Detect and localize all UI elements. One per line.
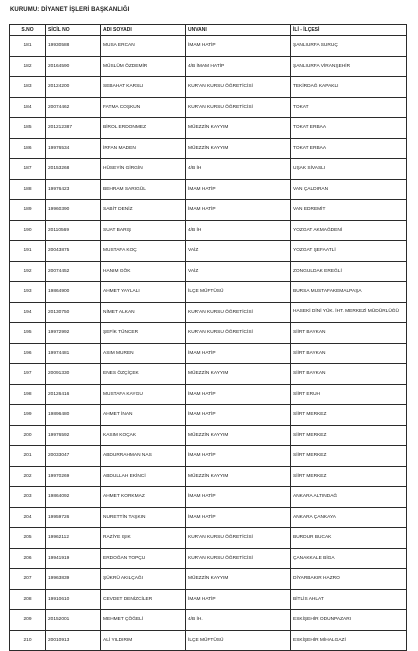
row-title: 4/B İMAM HATİP: [186, 56, 291, 77]
row-location: ANKARA ÇANKAYA: [291, 507, 407, 528]
row-location: TOKAT ERBAA: [291, 138, 407, 159]
table-row: [10, 179, 407, 200]
row-sicil-no: 19930588: [46, 36, 101, 57]
row-name: CEVDET DENİZCİLER: [101, 589, 186, 610]
row-location: TOKAT: [291, 97, 407, 118]
row-sicil-no: 19976534: [46, 138, 101, 159]
row-sicil-no: 19910610: [46, 589, 101, 610]
row-name: ŞEFİK TÜNCER: [101, 323, 186, 344]
row-location: TEKİRDAĞ KAPAKLI: [291, 77, 407, 98]
row-sno: 210: [10, 630, 46, 651]
row-location: VAN EDREMİT: [291, 200, 407, 221]
row-sno: 193: [10, 282, 46, 303]
row-name: BEHRAM SARIGÜL: [101, 179, 186, 200]
row-sno: 185: [10, 118, 46, 139]
row-title: İLÇE MÜFTÜSÜ: [186, 630, 291, 651]
row-location: ŞANLIURFA VİRANŞEHİR: [291, 56, 407, 77]
row-location: UŞAK SİVASLI: [291, 159, 407, 180]
row-sicil-no: 20110569: [46, 220, 101, 241]
row-sno: 192: [10, 261, 46, 282]
row-name: AHMET KORKMAZ: [101, 487, 186, 508]
row-sicil-no: 20033047: [46, 446, 101, 467]
row-sno: 194: [10, 302, 46, 323]
row-sno: 206: [10, 548, 46, 569]
row-name: KASIM KOÇAK: [101, 425, 186, 446]
row-sicil-no: 19864092: [46, 487, 101, 508]
row-name: AHMET YAYLALI: [101, 282, 186, 303]
row-title: MÜEZZİN KAYYIM: [186, 466, 291, 487]
row-sicil-no: 19976592: [46, 425, 101, 446]
table-row: [10, 159, 407, 180]
row-title: KUR'AN KURSU ÖĞRETİCİSİ: [186, 548, 291, 569]
row-sicil-no: 19960390: [46, 200, 101, 221]
row-name: ALİ YILDIRIM: [101, 630, 186, 651]
row-name: RAZİYE IŞIK: [101, 528, 186, 549]
row-name: SUAT BARIŞ: [101, 220, 186, 241]
row-sno: 190: [10, 220, 46, 241]
row-sicil-no: 20152001: [46, 610, 101, 631]
row-sno: 189: [10, 200, 46, 221]
row-sno: 191: [10, 241, 46, 262]
row-title: İMAM HATİP: [186, 36, 291, 57]
row-sicil-no: 20130750: [46, 302, 101, 323]
row-sicil-no: 201212387: [46, 118, 101, 139]
table-row: [10, 589, 407, 610]
row-title: İMAM HATİP: [186, 589, 291, 610]
row-name: MEHMET ÇÖĞELİ: [101, 610, 186, 631]
row-title: MÜEZZİN KAYYIM: [186, 118, 291, 139]
row-title: İMAM HATİP: [186, 384, 291, 405]
row-title: VAİZ: [186, 261, 291, 282]
table-row: [10, 569, 407, 590]
row-location: ŞANLIURFA SURUÇ: [291, 36, 407, 57]
table-row: [10, 466, 407, 487]
row-sno: 183: [10, 77, 46, 98]
row-sno: 186: [10, 138, 46, 159]
row-sno: 196: [10, 343, 46, 364]
row-title: KUR'AN KURSU ÖĞRETİCİSİ: [186, 97, 291, 118]
row-sno: 197: [10, 364, 46, 385]
table-row: [10, 487, 407, 508]
row-title: MÜEZZİN KAYYIM: [186, 138, 291, 159]
row-name: ABDURRAHMAN NAS: [101, 446, 186, 467]
row-sno: 205: [10, 528, 46, 549]
row-location: SİİRT BAYKAN: [291, 323, 407, 344]
row-sno: 202: [10, 466, 46, 487]
row-sno: 201: [10, 446, 46, 467]
row-name: MUSA ERCAN: [101, 36, 186, 57]
row-sno: 204: [10, 507, 46, 528]
row-title: MÜEZZİN KAYYIM: [186, 425, 291, 446]
table-row: [10, 446, 407, 467]
row-sicil-no: 19941919: [46, 548, 101, 569]
table-row: [10, 630, 407, 651]
row-title: MÜEZZİN KAYYIM: [186, 569, 291, 590]
row-location: SİİRT BAYKAN: [291, 364, 407, 385]
row-title: İMAM HATİP: [186, 507, 291, 528]
header-title: UNVANI: [186, 25, 291, 36]
row-title: İMAM HATİP: [186, 200, 291, 221]
table-row: [10, 507, 407, 528]
row-location: ESKİŞEHİR ODUNPAZARI: [291, 610, 407, 631]
row-title: KUR'AN KURSU ÖĞRETİCİSİ: [186, 323, 291, 344]
row-location: ZONGULDAK EREĞLİ: [291, 261, 407, 282]
row-sicil-no: 19963839: [46, 569, 101, 590]
row-name: SEBAHAT KARSLI: [101, 77, 186, 98]
row-name: MÜSLÜM ÖZDEMİR: [101, 56, 186, 77]
row-location: TOKAT ERBAA: [291, 118, 407, 139]
row-sicil-no: 19962112: [46, 528, 101, 549]
row-name: İRFAN MADEN: [101, 138, 186, 159]
row-title: MÜEZZİN KAYYIM: [186, 364, 291, 385]
row-sno: 209: [10, 610, 46, 631]
row-name: ENES ÖZÇİÇEK: [101, 364, 186, 385]
row-sno: 182: [10, 56, 46, 77]
row-sicil-no: 19959726: [46, 507, 101, 528]
table-row: [10, 610, 407, 631]
table-row: [10, 77, 407, 98]
header-name: ADI SOYADI: [101, 25, 186, 36]
table-row: [10, 364, 407, 385]
row-location: VAN ÇALDIRAN: [291, 179, 407, 200]
row-location: DİYARBAKIR HAZRO: [291, 569, 407, 590]
row-title: KUR'AN KURSU ÖĞRETİCİSİ: [186, 302, 291, 323]
table-row: [10, 200, 407, 221]
row-sicil-no: 19976423: [46, 179, 101, 200]
row-location: ANKARA ALTINDAĞ: [291, 487, 407, 508]
row-sno: 184: [10, 97, 46, 118]
row-sno: 207: [10, 569, 46, 590]
row-name: BİROL ERDONMEZ: [101, 118, 186, 139]
row-sno: 188: [10, 179, 46, 200]
row-name: HÜSEYİN GİRGİN: [101, 159, 186, 180]
table-row: [10, 405, 407, 426]
row-location: BURDUR BUCAK: [291, 528, 407, 549]
row-location: BİTLİS AHLAT: [291, 589, 407, 610]
row-sno: 198: [10, 384, 46, 405]
row-location: SİİRT BAYKAN: [291, 343, 407, 364]
row-name: NİMET ALKAN: [101, 302, 186, 323]
row-title: VAİZ: [186, 241, 291, 262]
row-sno: 195: [10, 323, 46, 344]
table-row: [10, 548, 407, 569]
row-location: SİİRT MERKEZ: [291, 466, 407, 487]
row-title: KUR'AN KURSU ÖĞRETİCİSİ: [186, 528, 291, 549]
row-sicil-no: 20074462: [46, 97, 101, 118]
row-title: İMAM HATİP: [186, 487, 291, 508]
table-row: [10, 302, 407, 323]
row-location: SİİRT MERKEZ: [291, 405, 407, 426]
row-sicil-no: 20010913: [46, 630, 101, 651]
table-row: [10, 56, 407, 77]
row-name: SABİT DENİZ: [101, 200, 186, 221]
row-location: SİİRT ERUH: [291, 384, 407, 405]
table-row: [10, 425, 407, 446]
row-sicil-no: 19970269: [46, 466, 101, 487]
table-row: [10, 261, 407, 282]
table-row: [10, 97, 407, 118]
row-name: AHMET İNAN: [101, 405, 186, 426]
table-row: [10, 282, 407, 303]
row-sicil-no: 19896480: [46, 405, 101, 426]
row-name: ŞÜKRÜ AKILÇAĞI: [101, 569, 186, 590]
row-sicil-no: 19974481: [46, 343, 101, 364]
row-location: YOZGAT ŞEFAATLİ: [291, 241, 407, 262]
row-sicil-no: 20126416: [46, 384, 101, 405]
personnel-table: [9, 24, 407, 651]
row-sno: 203: [10, 487, 46, 508]
row-name: MUSTAFA KOÇ: [101, 241, 186, 262]
row-sno: 181: [10, 36, 46, 57]
row-title: İMAM HATİP: [186, 405, 291, 426]
row-sno: 199: [10, 405, 46, 426]
row-sicil-no: 20124200: [46, 77, 101, 98]
row-name: HANIM GÖK: [101, 261, 186, 282]
table-row: [10, 384, 407, 405]
row-title: İLÇE MÜFTÜSÜ: [186, 282, 291, 303]
header-sicil-no: SİCİL NO: [46, 25, 101, 36]
table-row: [10, 528, 407, 549]
row-location: ESKİŞEHİR MİHALGAZİ: [291, 630, 407, 651]
row-sicil-no: 19864900: [46, 282, 101, 303]
table-row: [10, 36, 407, 57]
row-location: BURSA MUSTAFAKEMALPAŞA: [291, 282, 407, 303]
row-name: ASIM MUREN: [101, 343, 186, 364]
row-sicil-no: 20043875: [46, 241, 101, 262]
row-sno: 187: [10, 159, 46, 180]
row-name: FATMA COŞKUN: [101, 97, 186, 118]
row-sicil-no: 20074452: [46, 261, 101, 282]
row-location: HASEKİ DİNİ YÜK. İHT. MERKEZİ MÜDÜRLÜĞÜ: [291, 302, 407, 323]
table-row: [10, 323, 407, 344]
page-title: KURUMU: DİYANET İŞLERİ BAŞKANLIĞI: [10, 7, 130, 13]
row-name: ERDOĞAN TOPÇU: [101, 548, 186, 569]
table-row: [10, 118, 407, 139]
table-row: [10, 343, 407, 364]
row-title: İMAM HATİP: [186, 343, 291, 364]
row-name: NURETTİN TAŞKIN: [101, 507, 186, 528]
row-title: 4/B İH: [186, 159, 291, 180]
row-sicil-no: 20091330: [46, 364, 101, 385]
row-name: ABDULLAH EKİNCİ: [101, 466, 186, 487]
row-title: İMAM HATİP: [186, 446, 291, 467]
row-location: SİİRT MERKEZ: [291, 425, 407, 446]
row-sno: 208: [10, 589, 46, 610]
row-location: SİİRT MERKEZ: [291, 446, 407, 467]
table-row: [10, 138, 407, 159]
row-sicil-no: 20153268: [46, 159, 101, 180]
table-body: [10, 36, 407, 651]
row-name: MUSTAFA KAYGU: [101, 384, 186, 405]
row-sno: 200: [10, 425, 46, 446]
row-sicil-no: 20164590: [46, 56, 101, 77]
row-location: YOZGAT AKMAĞDENİ: [291, 220, 407, 241]
row-title: İMAM HATİP: [186, 179, 291, 200]
row-title: 4/B İH: [186, 220, 291, 241]
row-sicil-no: 19972992: [46, 323, 101, 344]
table-row: [10, 241, 407, 262]
row-location: ÇANAKKALE BİGA: [291, 548, 407, 569]
header-sno: S.NO: [10, 25, 46, 36]
table-row: [10, 220, 407, 241]
row-title: 4/B İH.: [186, 610, 291, 631]
header-location: İLİ - İLÇESİ: [291, 25, 407, 36]
table-header-row: [10, 25, 407, 36]
row-title: KUR'AN KURSU ÖĞRETİCİSİ: [186, 77, 291, 98]
